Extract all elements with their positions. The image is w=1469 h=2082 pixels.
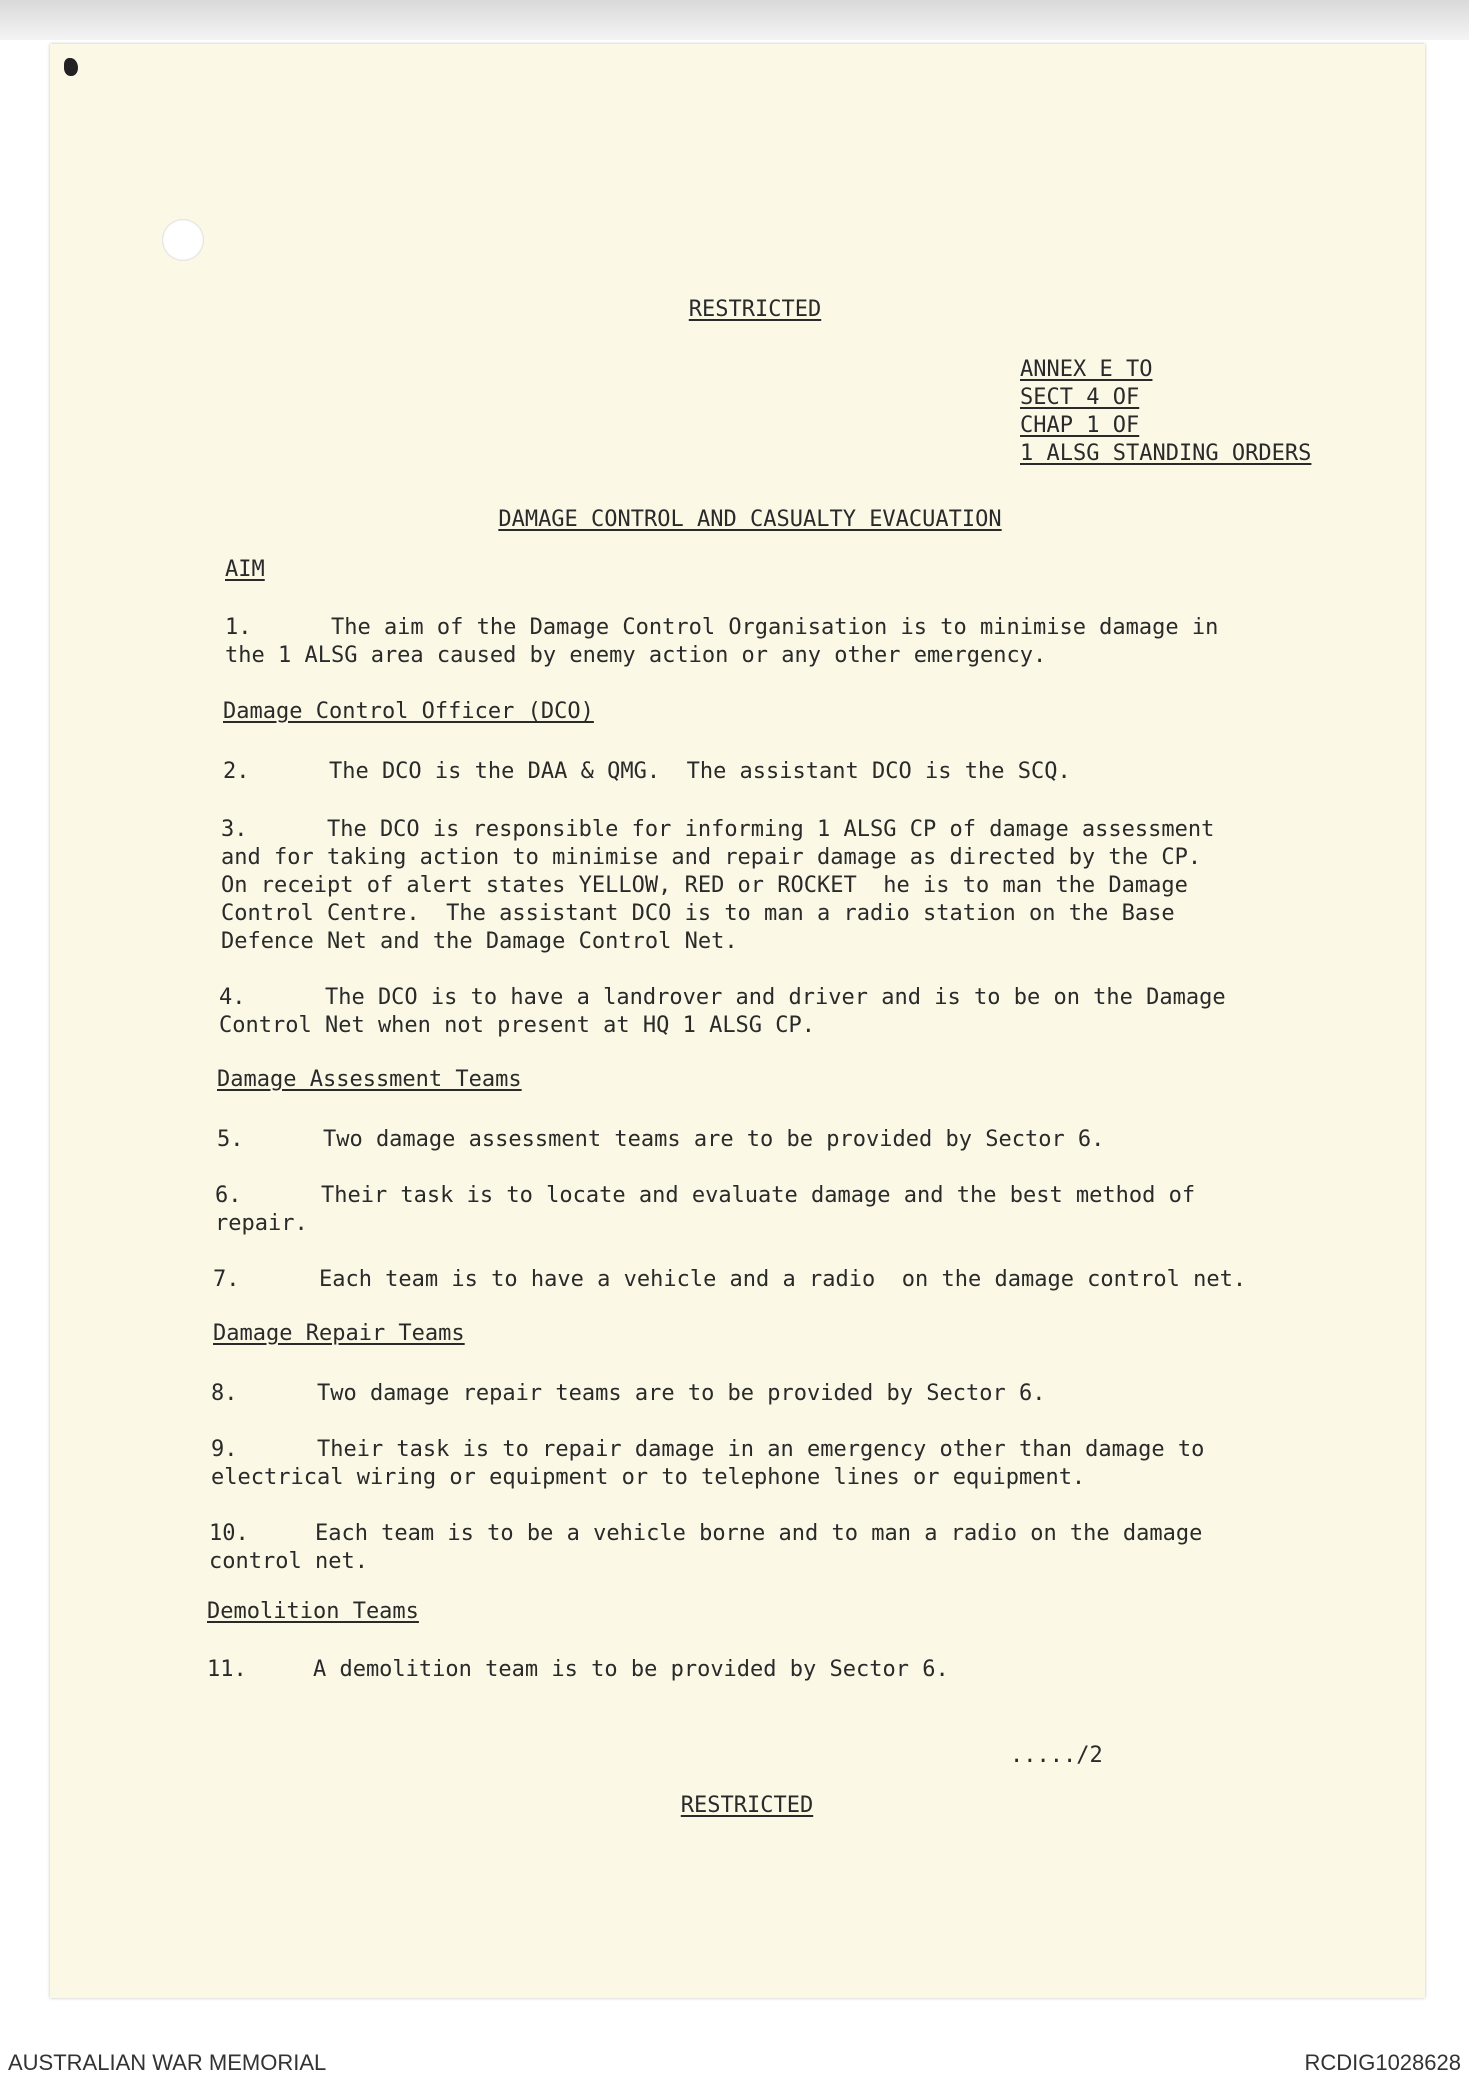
- paragraph-line: repair.: [215, 1211, 308, 1236]
- paragraph-line: 1. The aim of the Damage Control Organisation is to minimise damage in: [225, 615, 1219, 640]
- scan-top-shade: [0, 0, 1469, 40]
- paragraph-line: 6. Their task is to locate and evaluate damage and the best method of: [215, 1183, 1196, 1208]
- archive-source: AUSTRALIAN WAR MEMORIAL: [8, 2050, 327, 2075]
- ink-mark: [64, 58, 78, 76]
- paragraph-line: electrical wiring or equipment or to telephone lines or equipment.: [211, 1465, 1086, 1490]
- paragraph-line: 4. The DCO is to have a landrover and driver and is to be on the Damage: [219, 985, 1226, 1010]
- punch-hole: [162, 219, 204, 261]
- paragraph-line: Control Centre. The assistant DCO is to man a radio station on the Base: [221, 901, 1175, 926]
- paragraph-line: 9. Their task is to repair damage in an emergency other than damage to: [211, 1437, 1205, 1462]
- section-heading: Damage Control Officer (DCO): [223, 699, 594, 724]
- archive-id: RCDIG1028628: [1304, 2050, 1461, 2075]
- section-heading: Damage Assessment Teams: [217, 1067, 522, 1092]
- paragraph-line: Control Net when not present at HQ 1 ALSG CP.: [219, 1013, 816, 1038]
- header-marking: RESTRICTED: [688, 297, 822, 322]
- section-heading: Damage Repair Teams: [213, 1321, 465, 1346]
- footer-marking: RESTRICTED: [680, 1793, 814, 1818]
- paragraph-line: 10. Each team is to be a vehicle borne and to man a radio on the damage: [209, 1521, 1203, 1546]
- annex-line: CHAP 1 OF: [1020, 413, 1140, 438]
- paragraph-line: 7. Each team is to have a vehicle and a radio on the damage control net.: [213, 1267, 1247, 1292]
- section-heading: Demolition Teams: [207, 1599, 419, 1624]
- page-title: DAMAGE CONTROL AND CASUALTY EVACUATION: [498, 507, 1002, 532]
- paragraph-line: 3. The DCO is responsible for informing 1 ALSG CP of damage assessment: [221, 817, 1215, 842]
- paragraph-line: control net.: [209, 1549, 368, 1574]
- paragraph-line: 2. The DCO is the DAA & QMG. The assistant DCO is the SCQ.: [223, 759, 1071, 784]
- paragraph-line: Defence Net and the Damage Control Net.: [221, 929, 738, 954]
- paragraph-line: and for taking action to minimise and repair damage as directed by the CP.: [221, 845, 1202, 870]
- annex-line: ANNEX E TO: [1020, 357, 1153, 382]
- annex-line: SECT 4 OF: [1020, 385, 1140, 410]
- section-heading: AIM: [225, 557, 265, 582]
- paragraph-line: 11. A demolition team is to be provided by Sector 6.: [207, 1657, 949, 1682]
- annex-line: 1 ALSG STANDING ORDERS: [1020, 441, 1312, 466]
- paragraph-line: the 1 ALSG area caused by enemy action or any other emergency.: [225, 643, 1047, 668]
- paragraph-line: On receipt of alert states YELLOW, RED or ROCKET he is to man the Damage: [221, 873, 1188, 898]
- paragraph-line: 5. Two damage assessment teams are to be provided by Sector 6.: [217, 1127, 1105, 1152]
- continuation-marker: ...../2: [1010, 1743, 1103, 1768]
- paragraph-line: 8. Two damage repair teams are to be provided by Sector 6.: [211, 1381, 1046, 1406]
